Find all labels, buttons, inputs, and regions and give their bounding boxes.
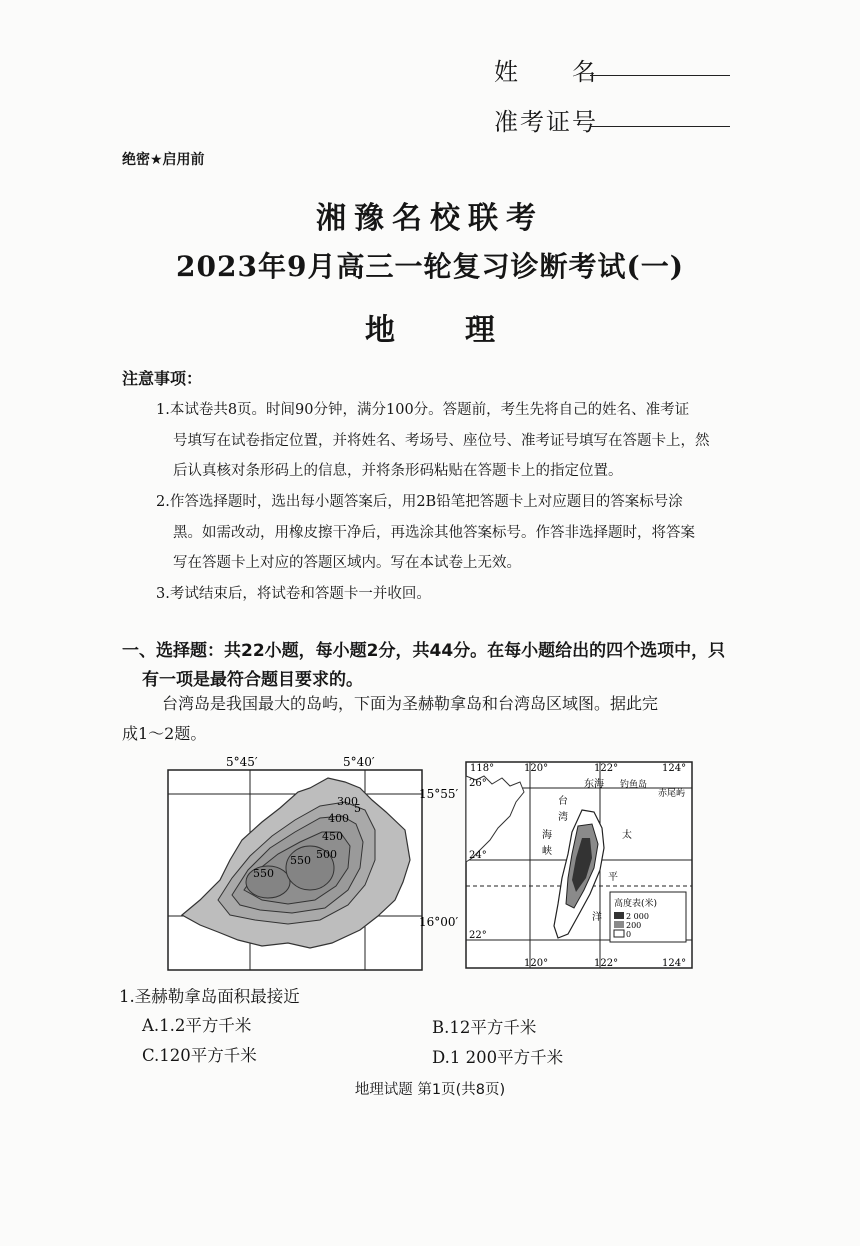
lon-label: 5°45′: [226, 755, 258, 769]
exam-id-label: 准考证号: [494, 108, 598, 136]
notice-line: 黑。如需改动，用橡皮擦干净后，再选涂其他答案标号。作答非选择题时，将答案: [173, 524, 695, 541]
lon-label: 118°: [470, 763, 495, 774]
name-label: 姓 名: [494, 58, 598, 86]
exam-title: 2023年9月高三一轮复习诊断考试(一): [176, 250, 684, 283]
contour-label: 450: [322, 830, 343, 843]
section-line: 一、选择题：共22小题，每小题2分，共44分。在每小题给出的四个选项中，只: [122, 641, 726, 661]
legend-swatch: [614, 930, 624, 937]
lat-label: 22°: [469, 930, 487, 941]
legend-swatch: [614, 912, 624, 919]
contour-label: 300: [337, 795, 358, 808]
option-a[interactable]: A.1.2平方千米: [142, 1016, 252, 1035]
notice-item-3: [156, 579, 736, 610]
place-label: 台: [558, 796, 568, 807]
contour-label: 5: [354, 802, 361, 815]
notice-line: 1.本试卷共8页。时间90分钟，满分100分。答题前，考生先将自己的姓名、准考证: [156, 402, 690, 418]
place-label: 太: [622, 830, 632, 841]
st-helena-map: [160, 750, 460, 975]
notice-heading: 注意事项：: [122, 369, 203, 388]
lon-label: 122°: [594, 763, 619, 774]
confidential-label: 绝密★启用前: [122, 152, 205, 168]
section-heading: [122, 637, 734, 695]
place-label: 平: [608, 872, 618, 883]
lon-label: 124°: [662, 958, 687, 969]
legend-value: 200: [626, 921, 642, 930]
legend-swatch: [614, 921, 624, 928]
place-label: 湾: [558, 812, 568, 823]
lat-label: 26°: [469, 778, 487, 789]
option-c[interactable]: C.120平方千米: [142, 1046, 257, 1065]
place-label: 海: [542, 830, 552, 841]
taiwan-region-map: [462, 758, 698, 974]
lat-label: 24°: [469, 850, 487, 861]
contour-label: 400: [328, 812, 349, 825]
notice-item-2: [156, 487, 736, 579]
place-label: 钓鱼岛: [620, 780, 648, 790]
contour-label: 550: [290, 854, 311, 867]
notice-line: 写在答题卡上对应的答题区域内。写在本试卷上无效。: [173, 555, 521, 571]
lat-label: 15°55′: [419, 787, 459, 801]
page-footer: 地理试题 第1页(共8页): [354, 1082, 506, 1098]
exam-union-title: 湘豫名校联考: [316, 201, 544, 236]
legend-value: 2 000: [626, 912, 649, 921]
lon-label: 5°40′: [343, 755, 375, 769]
place-label: 东海: [584, 779, 604, 790]
place-label: 洋: [592, 912, 602, 923]
lat-label: 16°00′: [419, 915, 459, 929]
notice-line: 后认真核对条形码上的信息，并将条形码粘贴在答题卡上的指定位置。: [173, 463, 623, 479]
question-1-stem: 1.圣赫勒拿岛面积最接近: [119, 987, 300, 1006]
lon-label: 124°: [662, 763, 687, 774]
name-field[interactable]: [590, 75, 730, 76]
question-intro: [122, 689, 742, 749]
notice-line: 3.考试结束后，将试卷和答题卡一并收回。: [156, 586, 431, 602]
option-b[interactable]: B.12平方千米: [432, 1018, 537, 1037]
section-line: 有一项是最符合题目要求的。: [142, 670, 363, 690]
intro-line: 成1～2题。: [122, 724, 207, 743]
legend-title: 高度表(米): [614, 899, 658, 909]
notice-line: 2.作答选择题时，选出每小题答案后，用2B铅笔把答题卡上对应题目的答案标号涂: [156, 494, 683, 510]
contour-label: 550: [253, 867, 274, 880]
intro-line: 台湾岛是我国最大的岛屿，下面为圣赫勒拿岛和台湾岛区域图。据此完: [162, 694, 659, 713]
notice-line: 号填写在试卷指定位置，并将姓名、考场号、座位号、准考证号填写在答题卡上，然: [173, 432, 710, 449]
lon-label: 120°: [524, 763, 549, 774]
lon-label: 120°: [524, 958, 549, 969]
legend-value: 0: [626, 930, 632, 939]
place-label: 赤尾屿: [658, 789, 686, 799]
exam-id-field[interactable]: [590, 126, 730, 127]
contour-label: 500: [316, 848, 337, 861]
option-d[interactable]: D.1 200平方千米: [432, 1048, 564, 1067]
subject-title: 地理: [365, 313, 565, 348]
lon-label: 122°: [594, 958, 619, 969]
notice-item-1: [156, 395, 736, 487]
place-label: 峡: [542, 846, 552, 857]
